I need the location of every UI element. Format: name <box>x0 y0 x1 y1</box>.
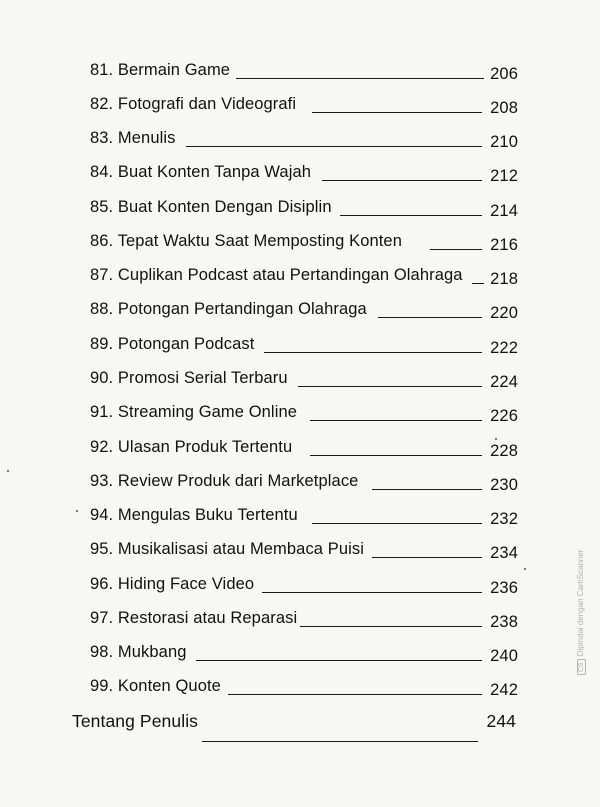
toc-entry-91[interactable] <box>90 398 518 428</box>
entry-label: 92. Ulasan Produk Tertentu <box>90 438 293 456</box>
toc-entry-89[interactable] <box>90 330 518 360</box>
entry-page-number: 244 <box>486 711 516 731</box>
entry-label: 84. Buat Konten Tanpa Wajah <box>90 163 312 181</box>
dot-leader <box>202 741 478 742</box>
entry-page-number: 216 <box>490 236 518 254</box>
toc-entry-83[interactable] <box>90 124 518 154</box>
entry-label: 82. Fotografi dan Videografi <box>90 95 297 113</box>
entry-page-number: 206 <box>490 65 518 83</box>
toc-entry-87[interactable] <box>90 261 518 291</box>
dot-leader <box>340 215 482 216</box>
entry-page-number: 212 <box>490 167 518 185</box>
dot-leader <box>312 112 482 113</box>
entry-label: 86. Tepat Waktu Saat Memposting Konten <box>90 232 402 250</box>
dot-leader <box>300 626 482 627</box>
toc-entry-85[interactable] <box>90 193 518 223</box>
dot-leader <box>372 557 482 558</box>
entry-page-number: 242 <box>490 681 518 699</box>
entry-label: 96. Hiding Face Video <box>90 575 255 593</box>
entry-page-number: 238 <box>490 613 518 631</box>
toc-entry-97[interactable] <box>90 604 518 634</box>
entry-label: 90. Promosi Serial Terbaru <box>90 369 288 387</box>
entry-label: 97. Restorasi atau Reparasi <box>90 609 298 627</box>
toc-entry-95[interactable] <box>90 535 518 565</box>
dot-leader <box>298 386 482 387</box>
entry-label: 93. Review Produk dari Marketplace <box>90 472 359 490</box>
dot-leader <box>196 660 482 661</box>
toc-entry-96[interactable] <box>90 570 518 600</box>
dot-leader <box>264 352 482 353</box>
dot-leader <box>236 78 484 79</box>
entry-page-number: 226 <box>490 407 518 425</box>
toc-entry-about-author[interactable] <box>72 708 516 744</box>
toc-entry-88[interactable] <box>90 295 518 325</box>
dot-leader <box>378 317 482 318</box>
entry-label: 85. Buat Konten Dengan Disiplin <box>90 198 332 216</box>
toc-entry-81[interactable] <box>90 56 518 86</box>
entry-page-number: 208 <box>490 99 518 117</box>
entry-page-number: 230 <box>490 476 518 494</box>
entry-page-number: 232 <box>490 510 518 528</box>
dot-leader <box>472 283 484 284</box>
toc-entry-99[interactable] <box>90 672 518 702</box>
entry-label: 87. Cuplikan Podcast atau Pertandingan Olahraga <box>90 266 463 284</box>
dot-leader <box>310 420 482 421</box>
toc-entry-93[interactable] <box>90 467 518 497</box>
dot-leader <box>430 249 482 250</box>
toc-entry-94[interactable] <box>90 501 518 531</box>
entry-label: 83. Menulis <box>90 129 176 147</box>
entry-page-number: 228 <box>490 442 518 460</box>
entry-page-number: 220 <box>490 304 518 322</box>
entry-label: 88. Potongan Pertandingan Olahraga <box>90 300 367 318</box>
entry-page-number: 222 <box>490 339 518 357</box>
entry-label: 89. Potongan Podcast <box>90 335 255 353</box>
entry-label: 94. Mengulas Buku Tertentu <box>90 506 298 524</box>
scan-speck <box>7 470 9 472</box>
entry-page-number: 240 <box>490 647 518 665</box>
camscanner-icon: CS <box>577 659 586 675</box>
entry-page-number: 214 <box>490 202 518 220</box>
entry-label: 81. Bermain Game <box>90 61 231 79</box>
scan-speck <box>495 438 497 440</box>
scan-speck <box>76 510 78 512</box>
toc-entry-86[interactable] <box>90 227 518 257</box>
toc-entry-82[interactable] <box>90 90 518 120</box>
entry-page-number: 210 <box>490 133 518 151</box>
dot-leader <box>372 489 482 490</box>
dot-leader <box>322 180 482 181</box>
entry-page-number: 224 <box>490 373 518 391</box>
dot-leader <box>262 592 482 593</box>
scan-speck <box>524 568 526 570</box>
dot-leader <box>312 523 482 524</box>
dot-leader <box>186 146 482 147</box>
entry-label: Tentang Penulis <box>72 711 199 731</box>
watermark-text: Dipindai dengan CamScanner <box>576 549 585 657</box>
entry-label: 91. Streaming Game Online <box>90 403 298 421</box>
entry-label: 99. Konten Quote <box>90 677 221 695</box>
entry-page-number: 236 <box>490 579 518 597</box>
dot-leader <box>228 694 482 695</box>
camscanner-watermark <box>576 550 586 675</box>
toc-entry-98[interactable] <box>90 638 518 668</box>
entry-label: 95. Musikalisasi atau Membaca Puisi <box>90 540 365 558</box>
toc-entry-84[interactable] <box>90 158 518 188</box>
toc-entry-92[interactable] <box>90 433 518 463</box>
entry-page-number: 234 <box>490 544 518 562</box>
entry-label: 98. Mukbang <box>90 643 187 661</box>
dot-leader <box>310 455 482 456</box>
toc-entry-90[interactable] <box>90 364 518 394</box>
entry-page-number: 218 <box>490 270 518 288</box>
